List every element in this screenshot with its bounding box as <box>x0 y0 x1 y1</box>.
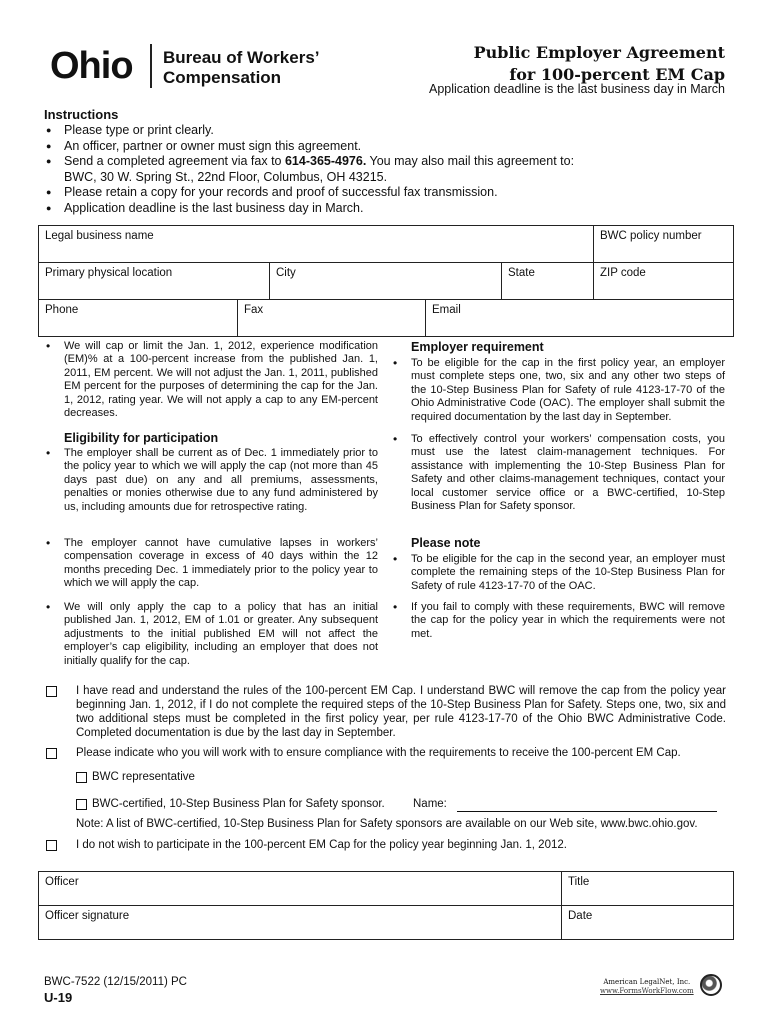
form-page-code: U-19 <box>44 990 73 1005</box>
fax-number: 614-365-4976. <box>284 154 367 168</box>
bullet: • <box>393 600 398 614</box>
city-field[interactable]: City <box>269 263 501 299</box>
indicate-partner-text: Please indicate who you will work with to ensure compliance with the requirements to receive the 100-percent EM Cap. <box>76 747 681 759</box>
ohio-logo: Ohio <box>50 45 133 87</box>
bullet: • <box>393 356 398 370</box>
title-field[interactable]: Title <box>561 872 733 905</box>
bullet: • <box>46 600 51 614</box>
instruction-item: ● Please retain a copy for your records and proof of successful fax transmission. <box>44 185 724 201</box>
sponsor-checkbox[interactable] <box>76 799 87 810</box>
eligibility-heading: Eligibility for participation <box>64 431 219 445</box>
eligibility-paragraph-1: The employer shall be current as of Dec. 1 immediately prior to the policy year to which we will apply the cap (not more than 45 days past due) on any and all premiums, assessments, penalties or monies otherwise due to any fund administered by us, including amounts due for retrospective rating. <box>64 447 378 513</box>
email-field[interactable]: Email <box>425 300 733 336</box>
note-paragraph-1: To be eligible for the cap in the second year, an employer must complete the remaining steps of the 10-Step Business Plan for Safety of rule 4123-17-70 of the OAC. <box>411 553 725 592</box>
primary-location-field[interactable]: Primary physical location <box>45 267 173 279</box>
sponsor-list-note: Note: A list of BWC-certified, 10-Step Business Plan for Safety sponsors are available on our Web site, www.bwc.ohio.gov. <box>76 818 698 830</box>
date-field[interactable]: Date <box>561 906 733 939</box>
bullet: • <box>46 446 51 460</box>
bullet: • <box>393 552 398 566</box>
logo-line-1: Bureau of Workers’ <box>163 48 320 67</box>
officer-signature-grid <box>38 871 734 940</box>
please-note-heading: Please note <box>411 536 481 550</box>
state-field[interactable]: State <box>501 263 593 299</box>
note-paragraph-2: If you fail to comply with these requirements, BWC will remove the cap for the policy year in which the requirements were not met. <box>411 601 725 640</box>
requirement-paragraph-1: To be eligible for the cap in the first policy year, an employer must complete steps one, two, six and any other two steps of the 10-Step Business Plan for Safety of rule 4123-17-70 of the Ohio Administrative Code (OAC). The employer shall submit the required documentation by the last day in September. <box>411 357 725 423</box>
instruction-item: ● Application deadline is the last business day in March. <box>44 201 724 217</box>
instructions-list <box>44 123 724 216</box>
title-line-2: for 100-percent EM Cap <box>509 65 725 84</box>
grid-row <box>39 226 733 263</box>
agree-rules-text: I have read and understand the rules of the 100-percent EM Cap. I understand BWC will remove the cap from the policy year beginning Jan. 1, 2012, if I do not complete the required steps of the 10-Step Business Plan for Safety. Steps one, two, six and two additional steps must be completed in the first policy year, per rule 4123-17-70 of the Ohio BWC Administrative Code. Completed documentation is due by the last day in September. <box>76 685 726 739</box>
eligibility-paragraph-2: The employer cannot have cumulative lapses in workers’ compensation coverage in excess of 40 days within the 12 months preceding Dec. 1 immediately prior to the policy year to which we will apply the cap. <box>64 537 378 590</box>
em-cap-paragraph: We will cap or limit the Jan. 1, 2012, experience modification (EM)% at a 100-percent increase from the published Jan. 1, 2011, EM percent. We will not adjust the Jan. 1, 2011, published EM percent for the purposes of determining the cap for the Jan. 1, 2012, rating year. We will not apply a cap to any EM-percent decreases. <box>64 340 378 420</box>
sponsor-name-label: Name: <box>413 798 447 810</box>
officer-field[interactable]: Officer <box>45 876 79 888</box>
fax-field[interactable]: Fax <box>237 300 425 336</box>
requirement-paragraph-2: To effectively control your workers’ compensation costs, you must use the latest claim-management techniques. For assistance with implementing the 10-Step Business Plan for Safety and other claims-management techniques, contact your local customer service office or a BWC-certified, 10-Step Business Plan for Safety sponsor. <box>411 433 725 513</box>
publisher-credit <box>600 978 694 996</box>
publisher-seal-icon <box>700 974 722 996</box>
employer-info-grid <box>38 225 734 337</box>
logo-divider <box>150 44 152 88</box>
publisher-name: American LegalNet, Inc. <box>603 978 691 986</box>
employer-requirement-heading: Employer requirement <box>411 340 544 354</box>
decline-text: I do not wish to participate in the 100-percent EM Cap for the policy year beginning Jan. 1, 2012. <box>76 839 567 851</box>
sponsor-name-field[interactable] <box>457 811 717 812</box>
publisher-url[interactable]: www.FormsWorkFlow.com <box>600 987 694 995</box>
agree-rules-checkbox[interactable] <box>46 686 57 697</box>
bwc-representative-label: BWC representative <box>92 771 195 783</box>
bwc-representative-checkbox[interactable] <box>76 772 87 783</box>
sponsor-label: BWC-certified, 10-Step Business Plan for Safety sponsor. <box>92 798 385 810</box>
logo-line-2: Compensation <box>163 68 282 87</box>
legal-business-name-field[interactable]: Legal business name <box>45 230 154 242</box>
officer-signature-field[interactable]: Officer signature <box>45 910 130 922</box>
bwc-policy-number-field[interactable]: BWC policy number <box>593 226 733 262</box>
bwc-logo-text <box>163 48 320 88</box>
form-number: BWC-7522 (12/15/2011) PC <box>44 976 187 988</box>
decline-checkbox[interactable] <box>46 840 57 851</box>
instruction-item: ● Send a completed agreement via fax to 614-365-4976. You may also mail this agreement to: BWC, 30 W. Spring St., 22nd Floor, Columbus, OH 43215. <box>44 154 724 185</box>
bullet: • <box>46 536 51 550</box>
title-line-1: Public Employer Agreement <box>473 43 725 62</box>
eligibility-paragraph-3: We will only apply the cap to a policy that has an initial published Jan. 1, 2012, EM of 1.01 or greater. Any subsequent adjustments to the initial published EM will not affect the employer’s cap eligibility, including an employer that does not initially qualify for the cap. <box>64 601 378 667</box>
form-title <box>474 42 725 86</box>
zip-code-field[interactable]: ZIP code <box>593 263 733 299</box>
form-subtitle: Application deadline is the last business day in March <box>428 82 725 96</box>
grid-row <box>39 906 733 939</box>
grid-row <box>39 263 733 300</box>
grid-row <box>39 872 733 906</box>
mailing-address: BWC, 30 W. Spring St., 22nd Floor, Columbus, OH 43215. <box>64 169 388 184</box>
instructions-title: Instructions <box>44 107 119 122</box>
bullet: • <box>46 339 51 353</box>
instruction-item: ● An officer, partner or owner must sign this agreement. <box>44 139 724 155</box>
grid-row <box>39 300 733 336</box>
bullet: • <box>393 432 398 446</box>
indicate-partner-checkbox[interactable] <box>46 748 57 759</box>
instruction-item: ● Please type or print clearly. <box>44 123 724 139</box>
phone-field[interactable]: Phone <box>45 304 79 316</box>
